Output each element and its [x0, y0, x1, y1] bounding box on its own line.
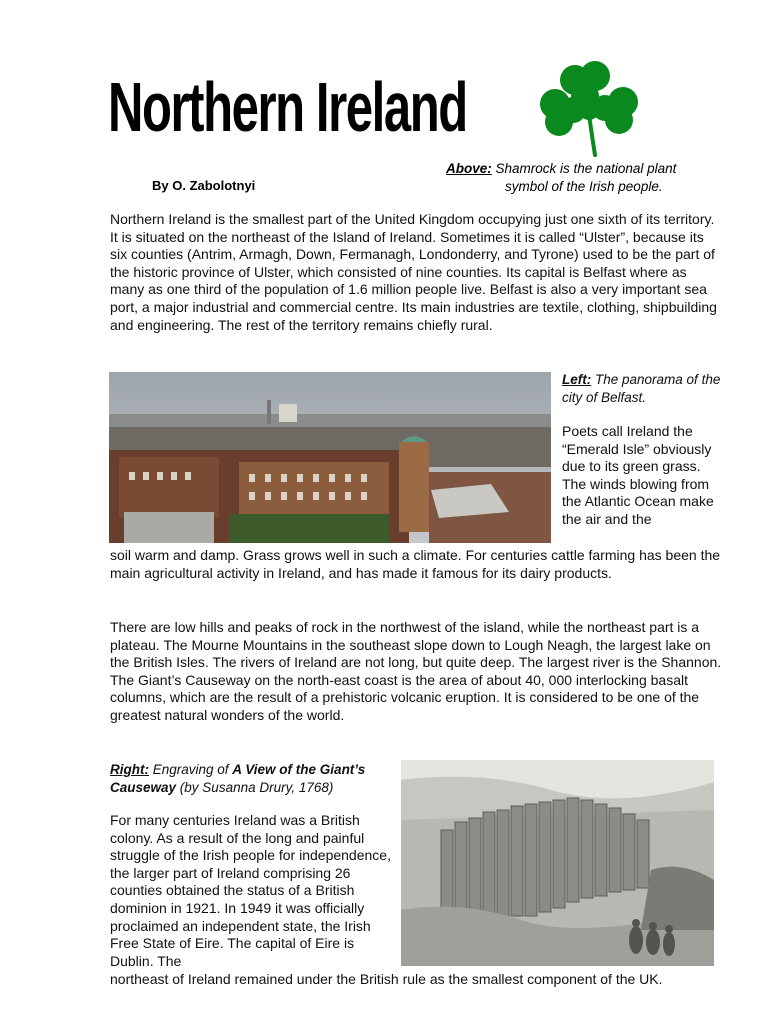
paragraph-history-cont: northeast of Ireland remained under the British rule as the smallest component of the UK. [110, 971, 663, 987]
paragraph-emerald-isle-cont: soil warm and damp. Grass grows well in such a climate. For centuries cattle farming has been the main agricultural activity in Ireland, and has made it famous for its dairy products. [110, 547, 721, 581]
shamrock-icon [537, 58, 643, 158]
belfast-panorama-photo [109, 372, 551, 543]
paragraph-emerald-isle-start: Poets call Ireland the “Emerald Isle” obviously due to its green grass. The winds blowing from the Atlantic Ocean make the air and the [562, 423, 714, 527]
caption-text: Shamrock is the national plant [491, 161, 677, 176]
caption-text: The panorama of the city of Belfast. [562, 372, 721, 405]
shamrock-caption [446, 160, 714, 196]
byline: By O. Zabolotnyi [152, 178, 256, 193]
paragraph-geography: There are low hills and peaks of rock in the northwest of the island, while the northeast part is a plateau. The Mourne Mountains in the southeast slope down to Lough Neagh, the largest lake on the British Isles. The rivers of Ireland are not long, but quite deep. The largest river is the Shannon. The Giant’s Causeway on the north-east coast is the area of about 40, 000 interlocking basalt columns, which are the result of a prehistoric volcanic eruption. It is considered to be one of the greatest natural wonders of the world. [110, 619, 722, 723]
caption-text-line2: symbol of the Irish people. [505, 179, 663, 194]
paragraph-intro: Northern Ireland is the smallest part of the United Kingdom occupying just one sixth of its territory. It is situated on the northeast of the Island of Ireland. Sometimes it is called “Ulster”, because its six counties (Antrim, Armagh, Down, Fermanagh, Londonderry, and Tyrone) used to be the part of the historic province of Ulster, which consisted of nine counties. Its capital is Belfast where as many as one third of the population of 1.6 million people live. Belfast is also a very important sea port, a major industrial and commercial centre. Its main industries are textile, clothing, shipbuilding and engineering. The rest of the territory remains chiefly rural. [110, 211, 717, 333]
belfast-caption [562, 371, 722, 406]
caption-label-above: Above: [446, 161, 492, 176]
caption-label-left: Left: [562, 372, 592, 387]
giants-causeway-engraving [401, 760, 714, 966]
caption-label-right: Right: [110, 762, 149, 777]
caption-text-post: (by Susanna Drury, 1768) [176, 779, 334, 795]
paragraph-history-start: For many centuries Ireland was a British colony. As a result of the long and painful struggle of the Irish people for independence, the larger part of Ireland comprising 26 counties obtained the status of a British dominion in 1921. In 1949 it was officially proclaimed an independent state, the Irish Free State of Eire. The capital of Eire is Dublin. The [110, 812, 391, 969]
causeway-caption [110, 761, 400, 796]
page-title: Northern Ireland [108, 68, 467, 146]
caption-text-pre: Engraving of [148, 762, 233, 777]
caption-artwork-title: A View of the Giant’s Causeway [110, 762, 366, 795]
